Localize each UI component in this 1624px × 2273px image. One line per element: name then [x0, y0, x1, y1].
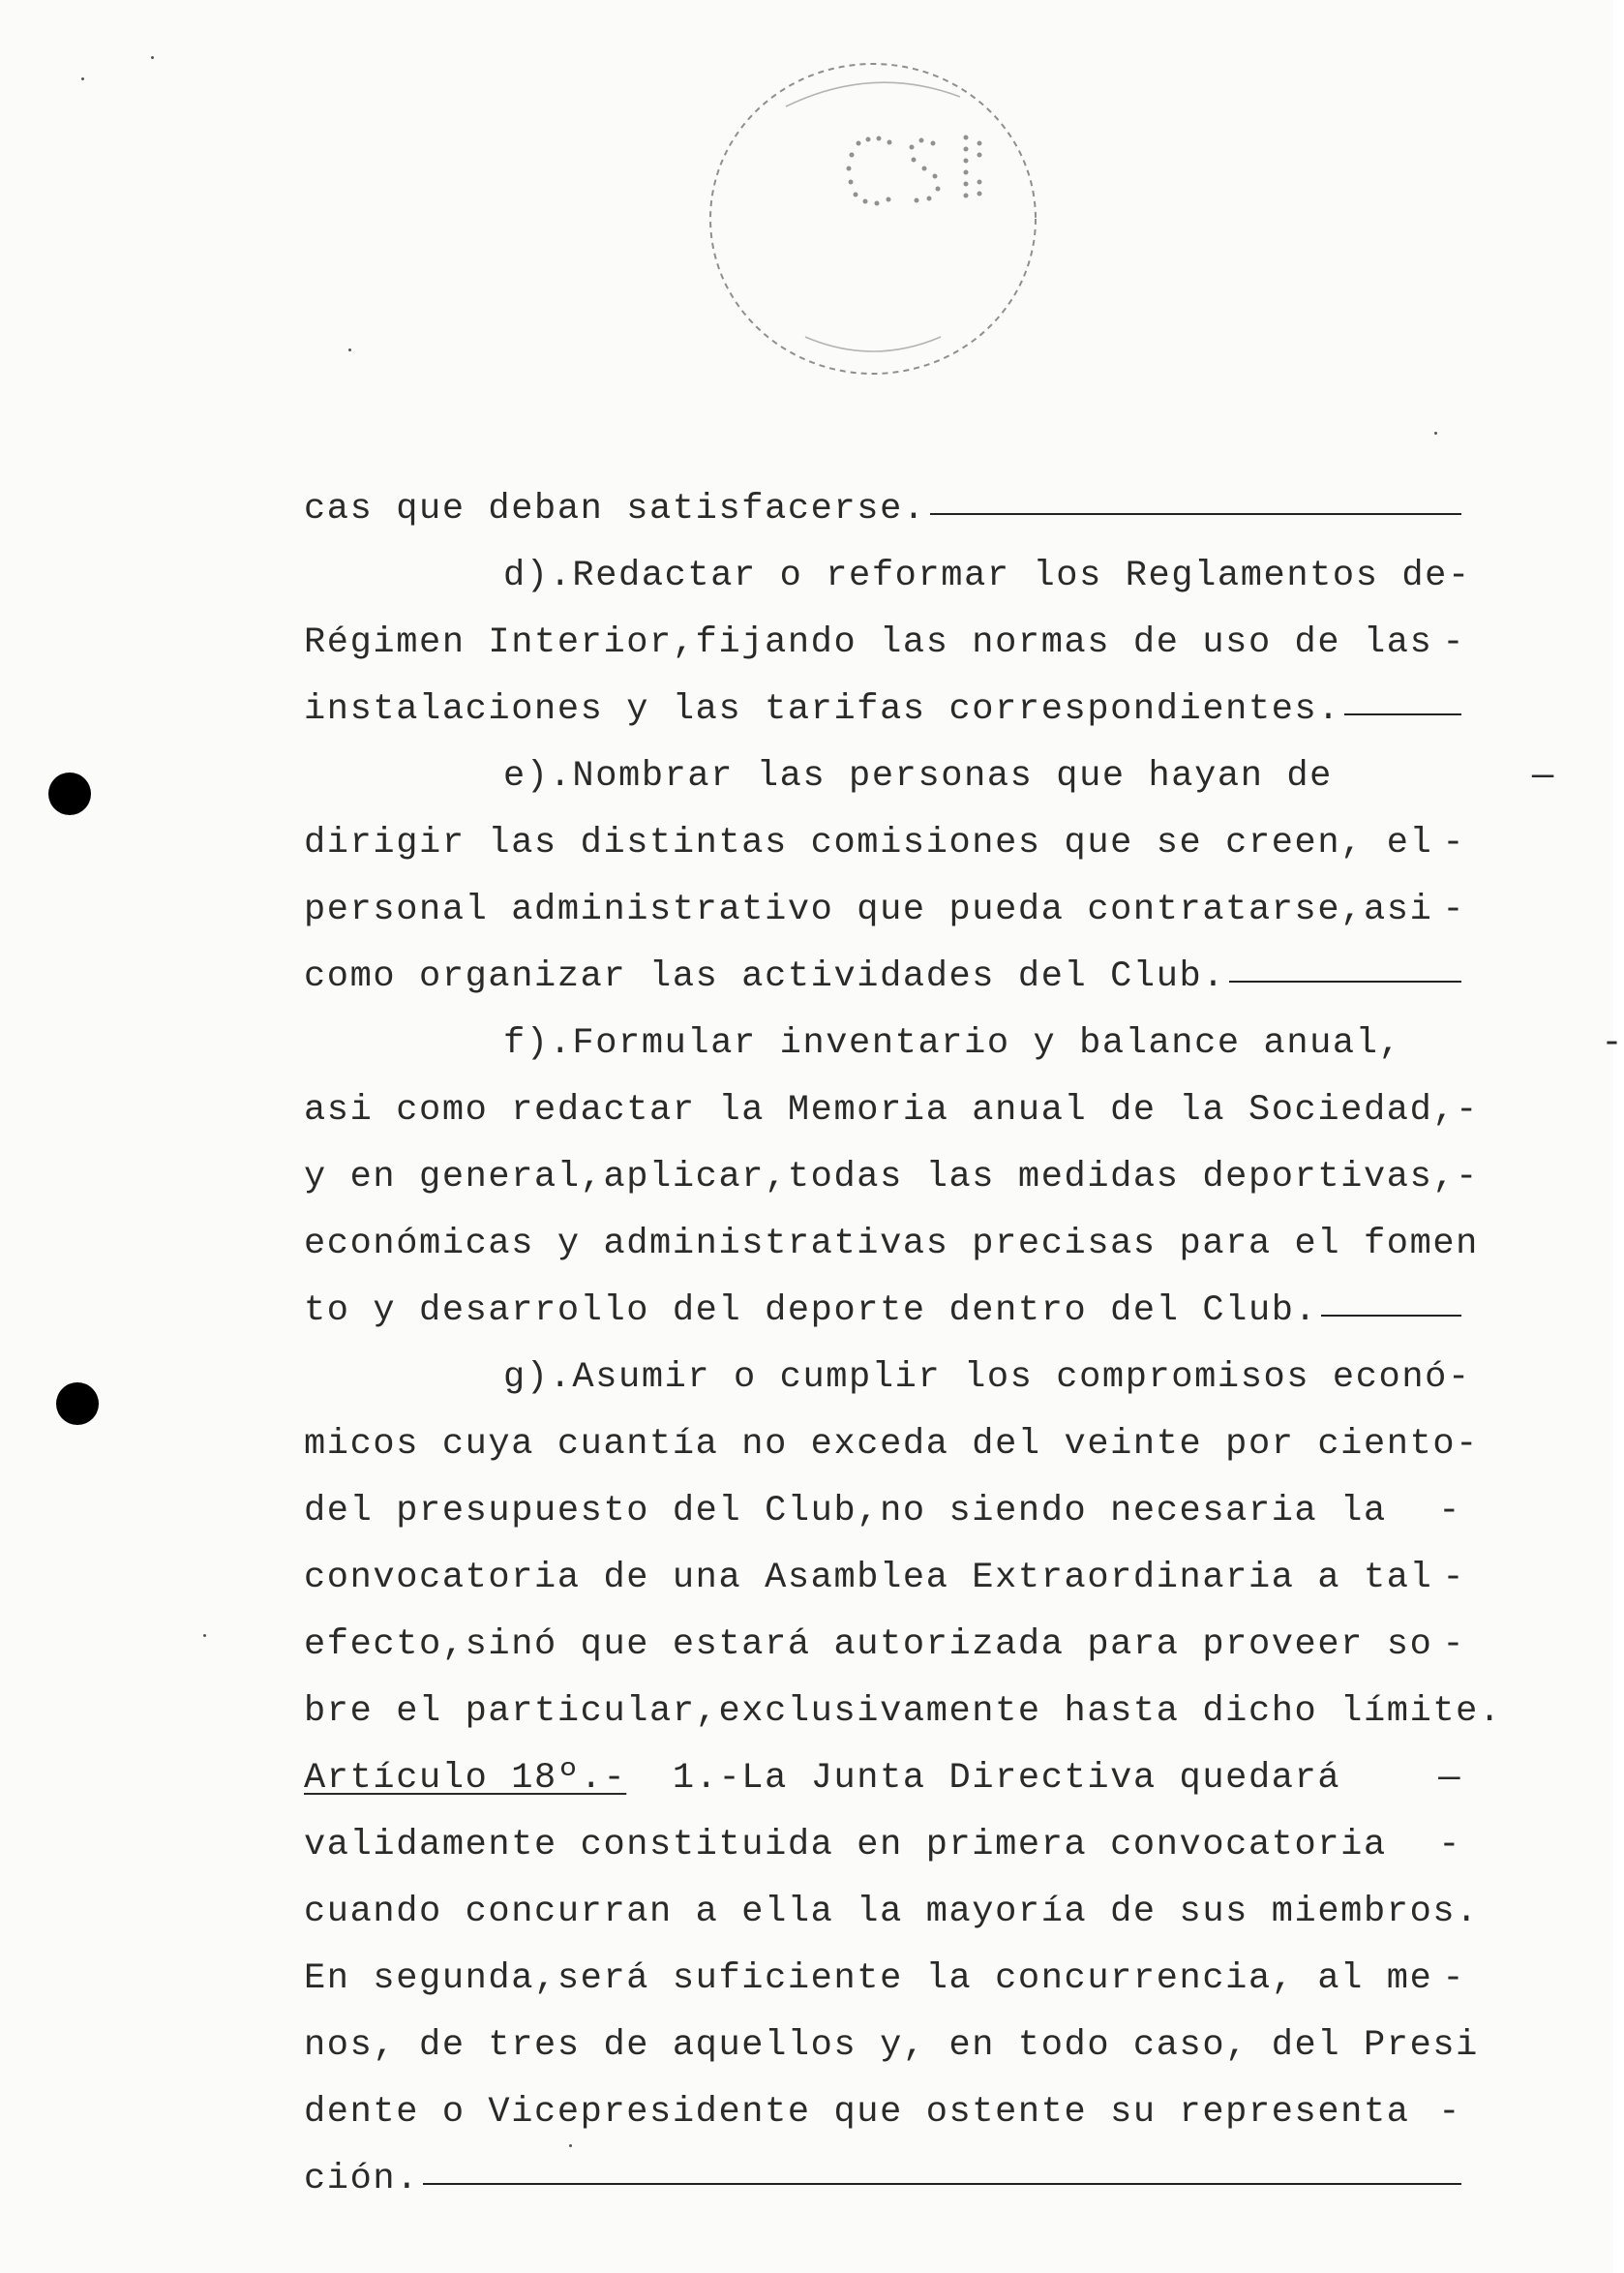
- line-text: micos cuya cuantía no exceda del veinte por ciento-: [304, 1424, 1479, 1465]
- line-trailing-dash: -: [1442, 1624, 1466, 1665]
- line-text: bre el particular,exclusivamente hasta dicho límite.: [304, 1691, 1502, 1732]
- text-line: [304, 1745, 1461, 1812]
- text-line: [304, 1011, 1624, 1077]
- text-line: [304, 1411, 1479, 1478]
- line-trailing-dash: -: [1442, 890, 1466, 930]
- line-text: asi como redactar la Memoria anual de la Sociedad,-: [304, 1090, 1479, 1131]
- line-text: instalaciones y las tarifas correspondientes.: [304, 689, 1341, 730]
- line-text: En segunda,será suficiente la concurrencia, al me: [304, 1958, 1433, 1999]
- text-line: [304, 810, 1466, 877]
- line-text: Régimen Interior,fijando las normas de uso de las: [304, 622, 1433, 663]
- line-text: to y desarrollo del deporte dentro del Club.: [304, 1290, 1318, 1331]
- line-text: g).Asumir o cumplir los compromisos econó-: [503, 1357, 1471, 1398]
- line-text: convocatoria de una Asamblea Extraordinaria a tal: [304, 1558, 1433, 1598]
- text-line: [304, 2013, 1479, 2079]
- line-text: 1.-La Junta Directiva quedará: [672, 1758, 1341, 1799]
- line-text: cas que deban satisfacerse.: [304, 489, 926, 530]
- text-line: [304, 1478, 1461, 1545]
- paper-speck: [1434, 432, 1437, 435]
- line-filler-rule: [423, 2183, 1461, 2185]
- line-text: efecto,sinó que estará autorizada para proveer so: [304, 1624, 1433, 1665]
- line-trailing-dash: -: [1442, 823, 1466, 864]
- line-trailing-dash: -: [1438, 1491, 1461, 1531]
- punch-hole-bottom: [56, 1382, 99, 1425]
- text-line: [304, 543, 1471, 610]
- text-line: [304, 1278, 1461, 1345]
- line-text: cuando concurran a ella la mayoría de sus miembros.: [304, 1892, 1479, 1932]
- text-line: [304, 677, 1461, 743]
- paper-speck: [81, 77, 84, 80]
- text-line: [304, 1345, 1471, 1411]
- text-line: [304, 1545, 1466, 1612]
- text-line: [304, 476, 1461, 543]
- line-text: personal administrativo que pueda contratarse,asi: [304, 890, 1433, 930]
- line-filler-rule: [1321, 1315, 1461, 1317]
- line-text: dirigir las distintas comisiones que se creen, el: [304, 823, 1433, 864]
- line-filler-rule: [930, 513, 1461, 515]
- line-text: del presupuesto del Club,no siendo necesaria la: [304, 1491, 1387, 1531]
- line-trailing-dash: -: [1438, 2092, 1461, 2133]
- paper-speck: [569, 2144, 572, 2147]
- paper-speck: [348, 349, 351, 351]
- line-trailing-dash: -: [1442, 622, 1466, 663]
- article-heading: Artículo 18º.-: [304, 1758, 627, 1799]
- line-text: f).Formular inventario y balance anual,: [503, 1023, 1402, 1064]
- line-text: y en general,aplicar,todas las medidas deportivas,-: [304, 1157, 1479, 1197]
- line-filler-rule: [1229, 981, 1461, 983]
- text-line: [304, 1077, 1479, 1144]
- text-line: [304, 1812, 1461, 1879]
- line-trailing-dash: -: [1601, 1023, 1624, 1064]
- line-trailing-dash: -: [1442, 1958, 1466, 1999]
- line-text: económicas y administrativas precisas para el fomen: [304, 1224, 1479, 1264]
- text-line: [304, 1679, 1502, 1745]
- punch-hole-top: [48, 773, 91, 815]
- text-line: [304, 1879, 1479, 1946]
- line-trailing-dash: -: [1442, 1558, 1466, 1598]
- line-text: ción.: [304, 2159, 420, 2199]
- text-line: [304, 743, 1555, 810]
- line-trailing-dash: —: [1438, 1758, 1461, 1799]
- text-line: [304, 944, 1461, 1011]
- text-line: [304, 610, 1466, 677]
- line-text: validamente constituida en primera convocatoria: [304, 1825, 1387, 1865]
- text-line: [304, 1612, 1466, 1679]
- text-line: [304, 2079, 1461, 2146]
- paper-speck: [151, 56, 154, 59]
- paper-speck: [203, 1634, 206, 1637]
- text-line: [304, 1211, 1479, 1278]
- text-line: [304, 877, 1466, 944]
- text-line: [304, 2146, 1461, 2213]
- line-trailing-dash: —: [1531, 756, 1555, 797]
- line-filler-rule: [1344, 713, 1461, 715]
- line-text: como organizar las actividades del Club.: [304, 956, 1226, 997]
- line-text: dente o Vicepresidente que ostente su representa: [304, 2092, 1410, 2133]
- text-line: [304, 1144, 1479, 1211]
- line-trailing-dash: -: [1438, 1825, 1461, 1865]
- line-text: d).Redactar o reformar los Reglamentos de-: [503, 556, 1471, 596]
- document-body: [304, 476, 1624, 2213]
- seal-stamp-icon: [689, 46, 1057, 385]
- line-text: nos, de tres de aquellos y, en todo caso, del Presi: [304, 2025, 1479, 2066]
- line-text: e).Nombrar las personas que hayan de: [503, 756, 1333, 797]
- text-line: [304, 1946, 1466, 2013]
